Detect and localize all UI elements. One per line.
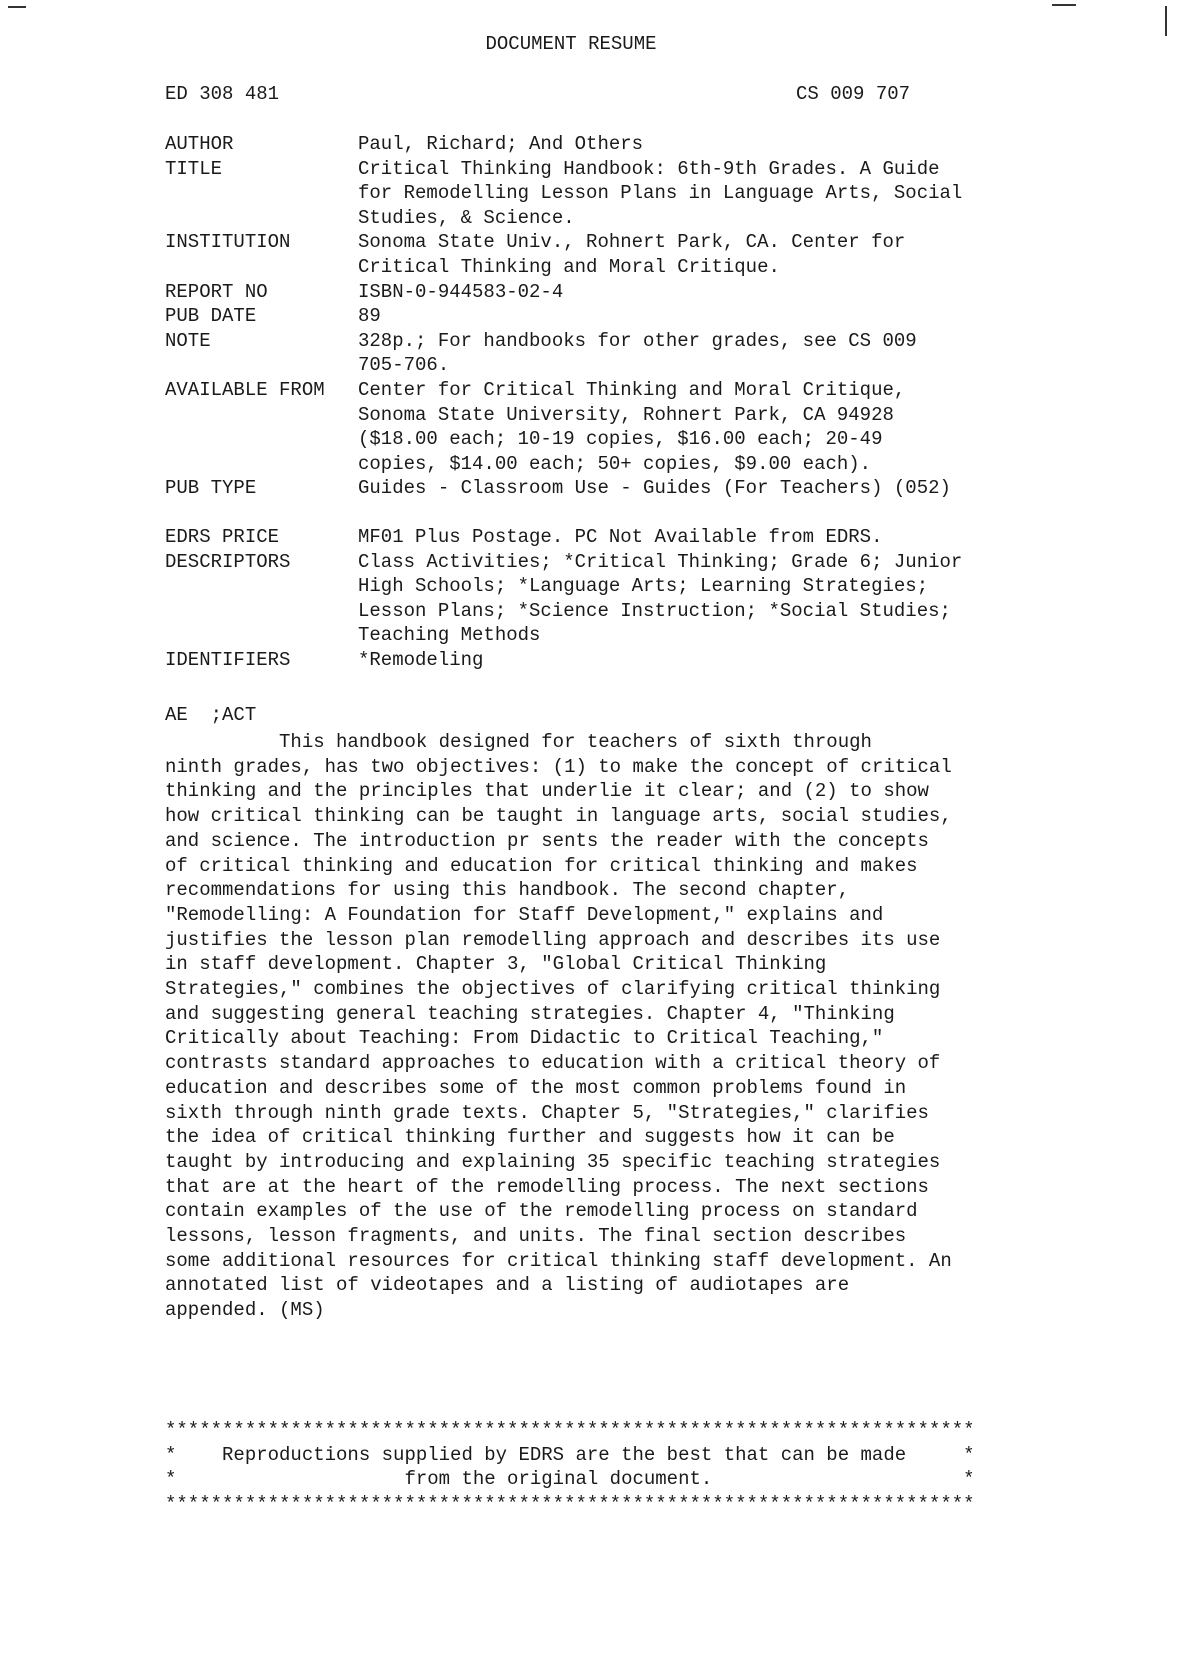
abstract-label: AE ;ACT xyxy=(165,704,257,726)
abstract-line: annotated list of videotapes and a listing of audiotapes are xyxy=(165,1274,850,1297)
field-label: IDENTIFIERS xyxy=(165,648,291,671)
abstract-line: that are at the heart of the remodelling process. The next sections xyxy=(165,1175,929,1198)
abstract-line: the idea of critical thinking further and suggests how it can be xyxy=(165,1126,895,1149)
field-value-line: 328p.; For handbooks for other grades, see CS 009 xyxy=(358,329,917,352)
abstract-line: "Remodelling: A Foundation for Staff Development," explains and xyxy=(165,903,884,926)
field-pub-type xyxy=(165,476,1045,501)
field-value-line: High Schools; *Language Arts; Learning Strategies; xyxy=(358,575,929,598)
field-value-line: 89 xyxy=(358,305,381,328)
abstract-line: sixth through ninth grade texts. Chapter 5, "Strategies," clarifies xyxy=(165,1101,929,1124)
field-value xyxy=(358,132,1045,157)
ed-number: ED 308 481 xyxy=(165,83,280,105)
field-value xyxy=(358,525,1045,550)
field-label: PUB DATE xyxy=(165,305,257,328)
scan-mark xyxy=(8,6,26,8)
field-value-line: *Remodeling xyxy=(358,648,484,671)
bibliographic-fields xyxy=(165,132,1045,672)
field-value-line: Class Activities; *Critical Thinking; Grade 6; Junior xyxy=(358,550,963,573)
field-value xyxy=(358,378,1045,476)
abstract-line: and suggesting general teaching strategies. Chapter 4, "Thinking xyxy=(165,1002,895,1025)
scan-mark xyxy=(1165,6,1167,36)
abstract-line: how critical thinking can be taught in language arts, social studies, xyxy=(165,805,952,828)
abstract-line: some additional resources for critical thinking staff development. An xyxy=(165,1249,952,1272)
field-value-line: Critical Thinking and Moral Critique. xyxy=(358,255,780,278)
abstract-line: thinking and the principles that underlie it clear; and (2) to show xyxy=(165,780,929,803)
field-report-no xyxy=(165,280,1045,305)
field-author xyxy=(165,132,1045,157)
field-label: NOTE xyxy=(165,329,211,352)
abstract-line: lessons, lesson fragments, and units. The final section describes xyxy=(165,1225,907,1248)
cs-number: CS 009 707 xyxy=(796,83,911,105)
field-value-line: Guides - Classroom Use - Guides (For Teachers) (052) xyxy=(358,477,951,500)
field-value xyxy=(358,230,1045,279)
field-pub-date xyxy=(165,304,1045,329)
field-label: EDRS PRICE xyxy=(165,525,280,548)
field-label: AUTHOR xyxy=(165,133,234,155)
field-value-line: Critical Thinking Handbook: 6th-9th Grades. A Guide xyxy=(358,157,940,180)
field-value-line: ($18.00 each; 10-19 copies, $16.00 each; 20-49 xyxy=(358,428,883,451)
field-value-line: Studies, & Science. xyxy=(358,206,575,229)
notice-line: * from the original document. * xyxy=(165,1468,975,1490)
field-value-line: Paul, Richard; And Others xyxy=(358,133,644,155)
field-label: PUB TYPE xyxy=(165,477,257,500)
document-title: DOCUMENT RESUME xyxy=(485,33,657,55)
abstract-line: and science. The introduction pr sents the reader with the concepts xyxy=(165,829,929,852)
field-value-line: ISBN-0-944583-02-4 xyxy=(358,280,564,303)
field-label: REPORT NO xyxy=(165,280,268,303)
field-value xyxy=(358,648,1045,673)
field-value xyxy=(358,280,1045,305)
abstract-line: contrasts standard approaches to education with a critical theory of xyxy=(165,1052,941,1075)
field-institution xyxy=(165,230,1045,279)
abstract-line: in staff development. Chapter 3, "Global Critical Thinking xyxy=(165,953,827,976)
abstract-line: appended. (MS) xyxy=(165,1299,325,1322)
abstract-line: justifies the lesson plan remodelling approach and describes its use xyxy=(165,928,941,951)
field-label: INSTITUTION xyxy=(165,231,291,254)
notice-line: *********************************************************************** xyxy=(165,1419,975,1441)
field-value-line: 705-706. xyxy=(358,354,450,377)
field-value xyxy=(358,476,1045,501)
abstract-line: Critically about Teaching: From Didactic to Critical Teaching," xyxy=(165,1027,884,1050)
abstract-line: recommendations for using this handbook. The second chapter, xyxy=(165,879,850,902)
field-label: AVAILABLE FROM xyxy=(165,378,325,401)
abstract-line: education and describes some of the most common problems found in xyxy=(165,1076,907,1099)
field-available-from xyxy=(165,378,1045,476)
field-identifiers xyxy=(165,648,1045,673)
field-label: DESCRIPTORS xyxy=(165,550,291,573)
abstract-body xyxy=(165,730,1045,1323)
scan-mark xyxy=(1052,4,1076,6)
field-value-line: Center for Critical Thinking and Moral Critique, xyxy=(358,378,906,401)
abstract-line: contain examples of the use of the remodelling process on standard xyxy=(165,1200,918,1223)
field-value-line: MF01 Plus Postage. PC Not Available from EDRS. xyxy=(358,525,883,548)
field-label: TITLE xyxy=(165,157,223,180)
field-value-line: Lesson Plans; *Science Instruction; *Social Studies; xyxy=(358,599,951,622)
abstract-line: This handbook designed for teachers of sixth through xyxy=(165,731,872,753)
field-value-line: for Remodelling Lesson Plans in Language Arts, Social xyxy=(358,182,963,205)
notice-line: *********************************************************************** xyxy=(165,1492,975,1515)
field-value xyxy=(358,550,1045,648)
field-value xyxy=(358,304,1045,329)
field-title xyxy=(165,157,1045,231)
field-edrs-price xyxy=(165,525,1045,550)
reproduction-notice xyxy=(165,1418,975,1516)
field-value-line: Teaching Methods xyxy=(358,624,541,647)
abstract-line: taught by introducing and explaining 35 specific teaching strategies xyxy=(165,1150,941,1173)
field-value xyxy=(358,157,1045,231)
field-descriptors xyxy=(165,550,1045,648)
field-value-line: Sonoma State Univ., Rohnert Park, CA. Center for xyxy=(358,231,906,254)
notice-line: * Reproductions supplied by EDRS are the best that can be made * xyxy=(165,1443,975,1466)
field-value-line: copies, $14.00 each; 50+ copies, $9.00 each). xyxy=(358,452,872,475)
abstract-line: ninth grades, has two objectives: (1) to make the concept of critical xyxy=(165,755,952,778)
field-value xyxy=(358,329,1045,378)
abstract-line: of critical thinking and education for critical thinking and makes xyxy=(165,854,918,877)
field-note xyxy=(165,329,1045,378)
abstract-line: Strategies," combines the objectives of clarifying critical thinking xyxy=(165,978,941,1001)
field-value-line: Sonoma State University, Rohnert Park, CA 94928 xyxy=(358,403,894,426)
